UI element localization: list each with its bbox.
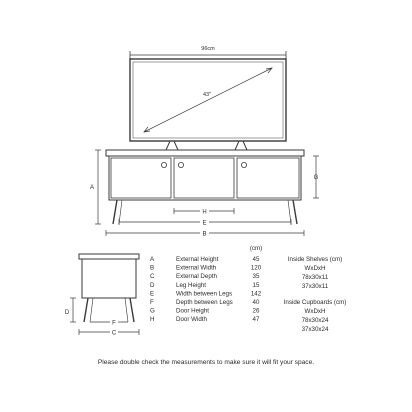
row-value: 35 <box>252 273 260 281</box>
row-name: Depth between Legs <box>176 299 233 306</box>
cupboards-unit: WxDxH <box>304 308 326 315</box>
dim-label-a: A <box>89 185 95 191</box>
row-value: 45 <box>252 256 260 263</box>
row-letter: E <box>150 290 155 298</box>
row-value: 40 <box>252 299 260 306</box>
row-name: Door Height <box>176 307 210 315</box>
row-name: Width between Legs <box>176 290 233 298</box>
row-value: 142 <box>250 290 262 298</box>
dim-label-h: H <box>202 209 207 216</box>
footer-note: Please double check the measurements to make sure it will fit your space. <box>97 359 315 366</box>
dim-label-b: B <box>202 231 207 238</box>
row-name: External Width <box>176 264 217 272</box>
dim-label-c: C <box>111 330 117 337</box>
dim-label-d: D <box>64 310 70 316</box>
row-name: External Depth <box>176 273 217 281</box>
tv-diagonal-label: 43" <box>202 92 212 98</box>
cupboards-value-2: 37x30x24 <box>301 326 329 333</box>
measurements-table <box>150 245 346 333</box>
stand-front-view <box>90 150 319 238</box>
row-letter: B <box>150 264 155 272</box>
row-value: 15 <box>252 281 260 289</box>
row-letter: G <box>150 307 155 315</box>
dim-label-e: E <box>202 220 207 227</box>
row-letter: C <box>150 273 155 281</box>
row-value: 120 <box>250 264 262 272</box>
dim-label-g: G <box>313 175 319 181</box>
row-letter: A <box>150 256 155 263</box>
row-value: 47 <box>252 316 260 324</box>
cupboards-value-1: 78x30x24 <box>301 317 329 324</box>
shelves-value-2: 37x30x11 <box>301 283 329 290</box>
row-name: Leg Height <box>176 281 206 289</box>
row-name: Door Width <box>176 316 207 324</box>
shelves-value-1: 78x30x11 <box>301 274 329 281</box>
row-value: 26 <box>252 307 260 315</box>
dim-label-f: F <box>112 320 116 327</box>
shelves-unit: WxDxH <box>304 265 326 272</box>
shelves-title: Inside Shelves (cm) <box>287 256 343 263</box>
row-letter: F <box>150 299 154 306</box>
unit-header: (cm) <box>249 245 263 252</box>
row-letter: H <box>150 316 155 324</box>
tv-width-label: 96cm <box>201 46 215 52</box>
row-letter: D <box>150 281 155 289</box>
tv-drawing <box>130 46 286 150</box>
row-name: External Height <box>176 256 219 263</box>
cupboards-title: Inside Cupboards (cm) <box>283 299 347 306</box>
stand-side-view <box>65 254 139 337</box>
